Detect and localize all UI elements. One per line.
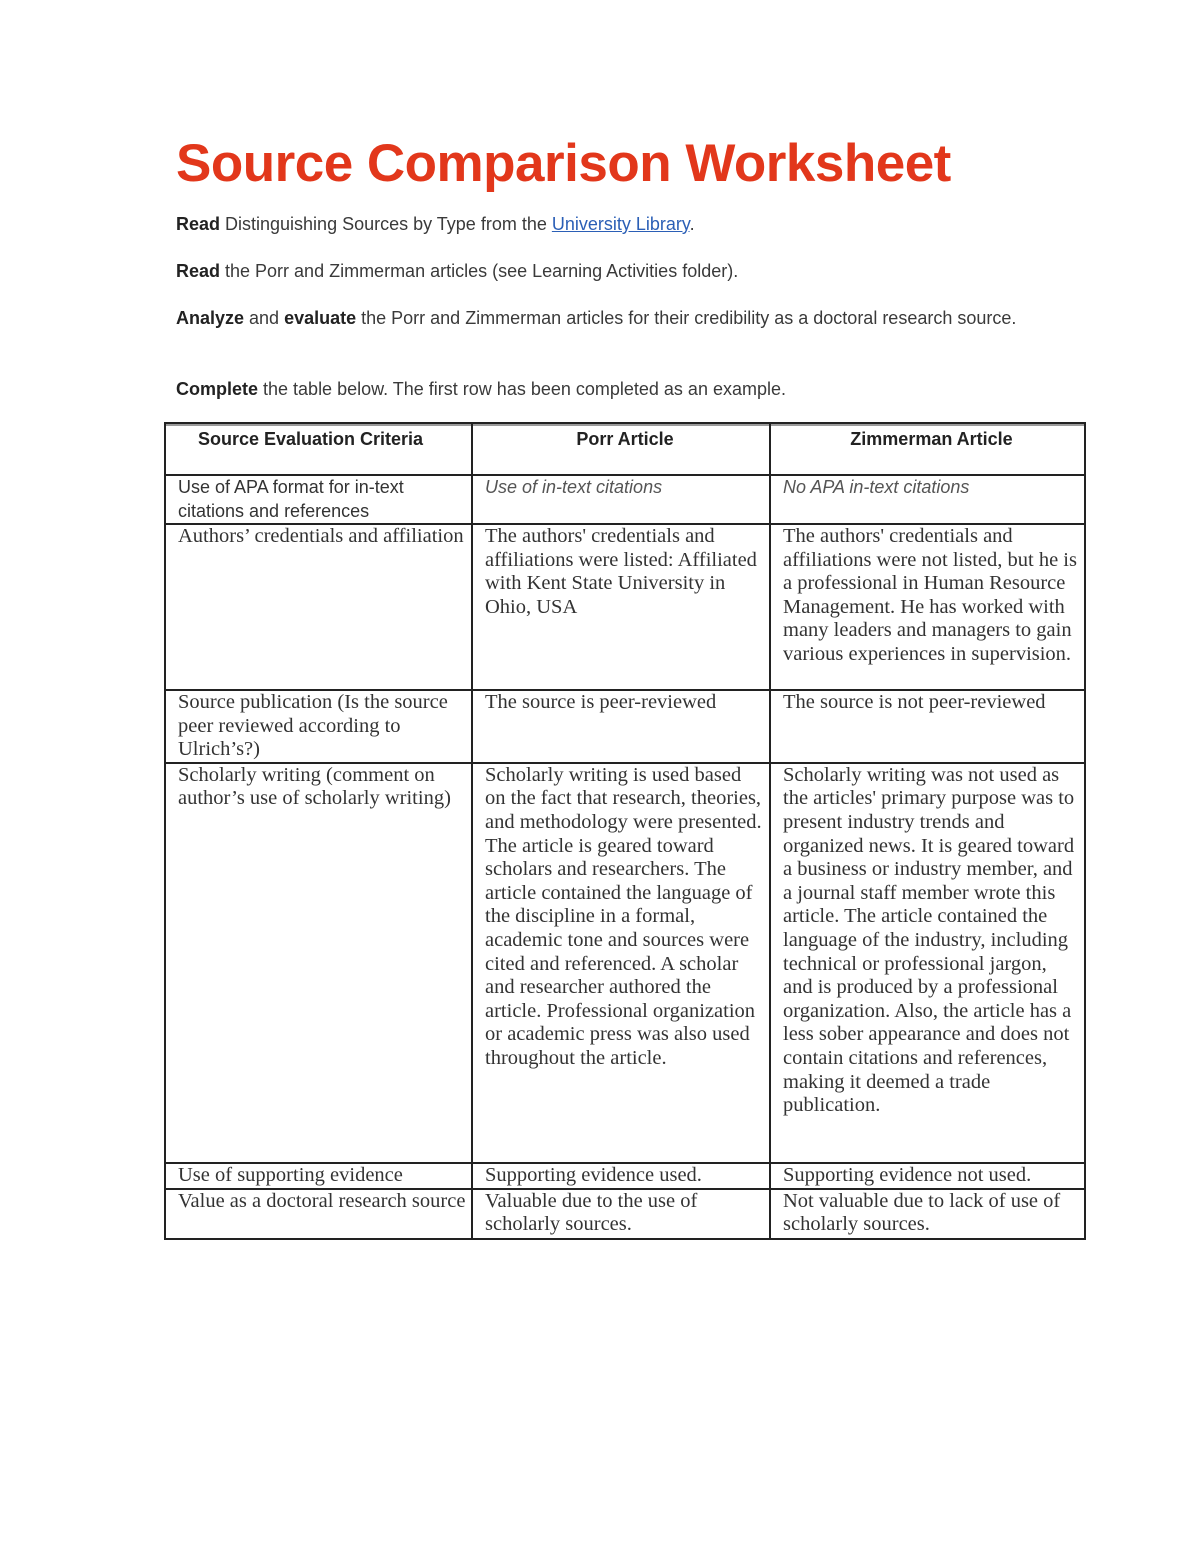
porr-cell: Scholarly writing is used based on the fact that research, theories, and methodology were presented. The article is geared toward scholars and researchers. The article contained the language of the discipline in a formal, academic tone and sources were cited and referenced. A scholar and researcher authored the article. Professional organization or academic press was also used throughout the article.	[472, 763, 770, 1163]
table-row	[165, 475, 1085, 524]
table-row	[165, 524, 1085, 690]
criteria-cell: Source publication (Is the source peer reviewed according to Ulrich’s?)	[165, 690, 472, 763]
comparison-table	[164, 422, 1086, 1240]
table-header-row	[165, 423, 1085, 475]
instruction-verb: Read	[176, 214, 221, 234]
criteria-cell: Use of supporting evidence	[165, 1163, 472, 1189]
criteria-cell: Value as a doctoral research source	[165, 1189, 472, 1239]
instruction-read-library: Read Distinguishing Sources by Type from the University Library.	[176, 214, 695, 234]
porr-cell: Supporting evidence used.	[472, 1163, 770, 1189]
header-porr: Porr Article	[472, 423, 770, 475]
zimmerman-cell: Scholarly writing was not used as the articles' primary purpose was to present industry trends and organized news. It is geared toward a business or industry member, and a journal staff member wrote this article. The article contained the language of the industry, including technical or professional jargon, and is produced by a professional organization. Also, the article has a less sober appearance and does not contain citations and references, making it deemed a trade publication.	[770, 763, 1085, 1163]
zimmerman-cell: No APA in-text citations	[770, 475, 1085, 524]
instruction-verb: evaluate	[284, 308, 357, 328]
instruction-analyze: Analyze and evaluate the Porr and Zimmerman articles for their credibility as a doctoral research source.	[176, 308, 1017, 328]
page-title: Source Comparison Worksheet	[176, 134, 951, 193]
header-zimmerman: Zimmerman Article	[770, 423, 1085, 475]
university-library-link[interactable]: University Library	[551, 214, 690, 234]
zimmerman-cell: Supporting evidence not used.	[770, 1163, 1085, 1189]
instruction-complete: Complete the table below. The first row has been completed as an example.	[176, 379, 786, 399]
porr-cell: Valuable due to the use of scholarly sources.	[472, 1189, 770, 1239]
instruction-verb: Analyze	[176, 308, 245, 328]
porr-cell: Use of in-text citations	[472, 475, 770, 524]
instruction-verb: Complete	[176, 379, 259, 399]
instruction-read-articles: Read the Porr and Zimmerman articles (see Learning Activities folder).	[176, 261, 739, 281]
table-row	[165, 1189, 1085, 1239]
criteria-cell: Scholarly writing (comment on author’s use of scholarly writing)	[165, 763, 472, 1163]
table-row	[165, 690, 1085, 763]
instruction-verb: Read	[176, 261, 221, 281]
porr-cell: The source is peer-reviewed	[472, 690, 770, 763]
criteria-cell: Use of APA format for in-text citations and references	[165, 475, 472, 524]
criteria-cell: Authors’ credentials and affiliation	[165, 524, 472, 690]
zimmerman-cell: The source is not peer-reviewed	[770, 690, 1085, 763]
table-row	[165, 763, 1085, 1163]
porr-cell: The authors' credentials and affiliations were listed: Affiliated with Kent State University in Ohio, USA	[472, 524, 770, 690]
table-row	[165, 1163, 1085, 1189]
zimmerman-cell: The authors' credentials and affiliations were not listed, but he is a professional in Human Resource Management. He has worked with many leaders and managers to gain various experiences in supervision.	[770, 524, 1085, 690]
header-criteria: Source Evaluation Criteria	[165, 423, 472, 475]
zimmerman-cell: Not valuable due to lack of use of scholarly sources.	[770, 1189, 1085, 1239]
